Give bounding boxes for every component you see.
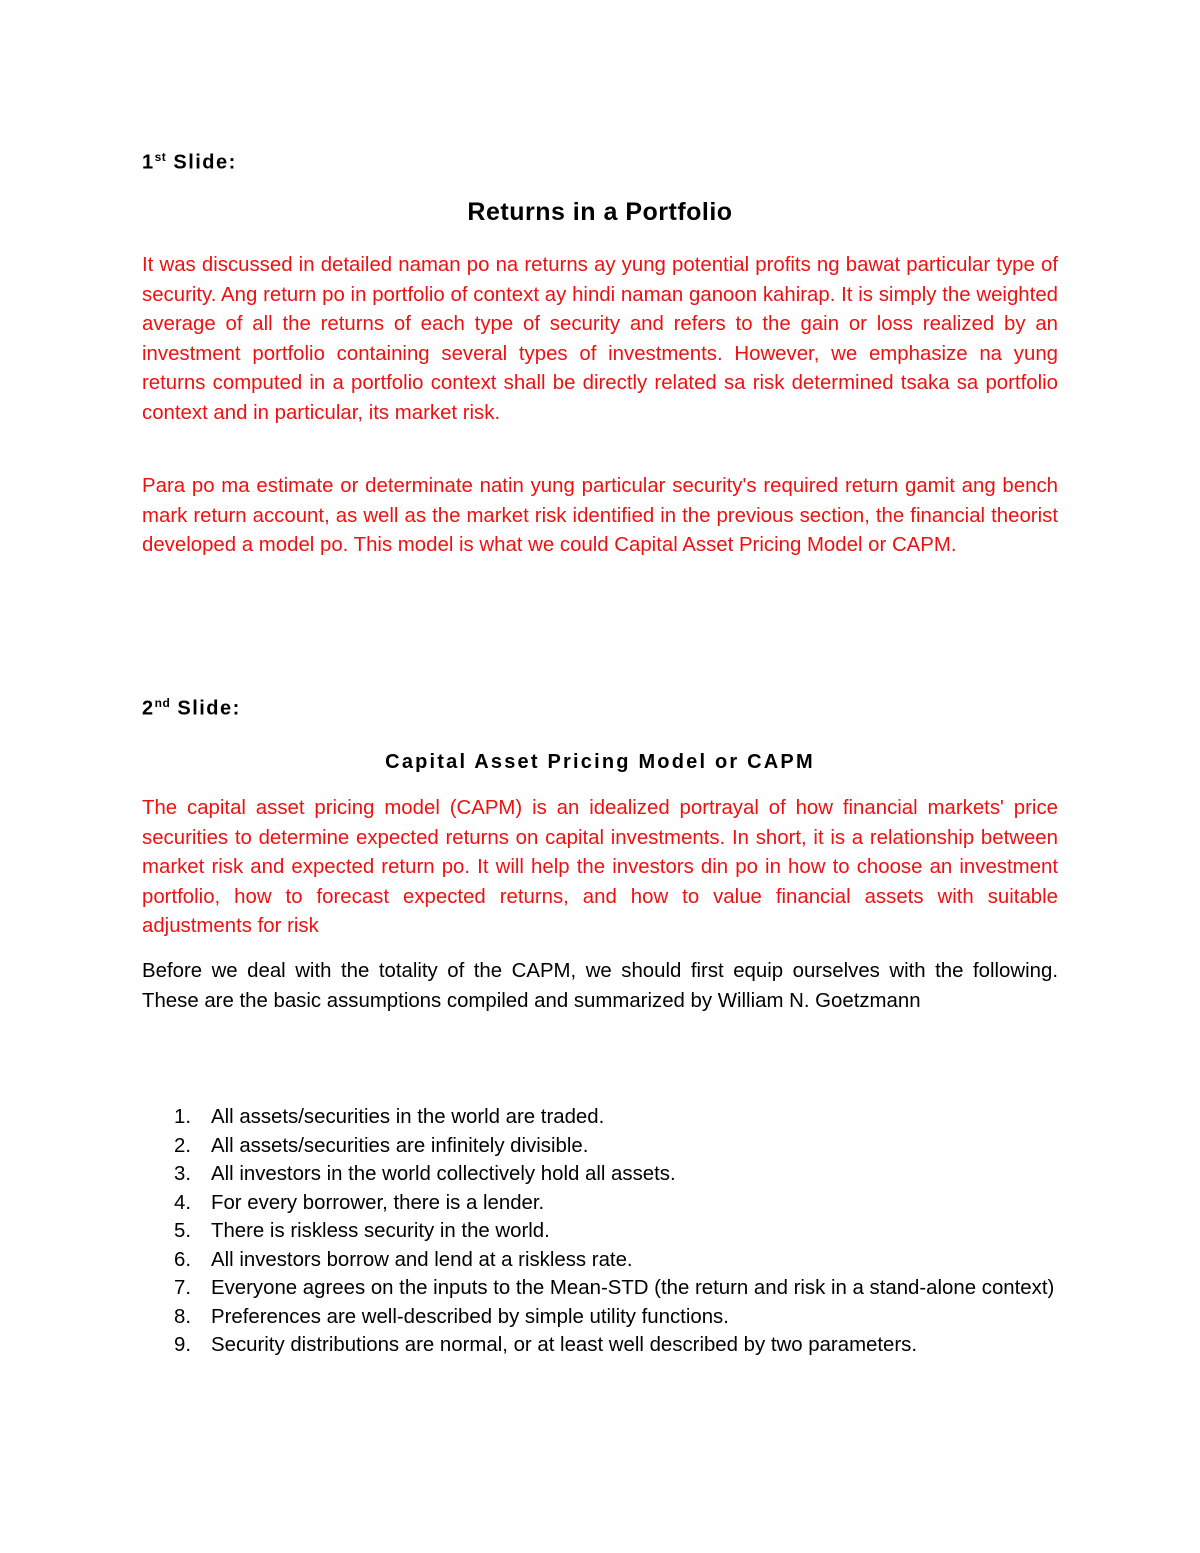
list-item-number: 1. [174, 1106, 192, 1128]
list-item [142, 1160, 1058, 1189]
list-item-text: All investors borrow and lend at a riskless rate. [211, 1248, 633, 1271]
slide-2-title: Capital Asset Pricing Model or CAPM [385, 751, 815, 773]
list-item [142, 1132, 1058, 1161]
list-item [142, 1303, 1058, 1332]
list-item-text: Everyone agrees on the inputs to the Mean-STD (the return and risk in a stand-alone context) [211, 1277, 1055, 1299]
list-item-number: 3. [174, 1163, 192, 1185]
slide-1-paragraph-2: Para po ma estimate or determinate natin yung particular security's required return gamit ang bench mark return account, as well as the market risk identified in the previous section, the financial theorist developed a model po. This model is what we could Capital Asset Pricing Model or CAPM. [142, 475, 1058, 556]
list-item-number: 7. [174, 1277, 192, 1299]
list-item [142, 1103, 1058, 1132]
list-item-number: 6. [174, 1248, 192, 1271]
slide-2-paragraph-1: The capital asset pricing model (CAPM) is an idealized portrayal of how financial markets' price securities to determine expected returns on capital investments. In short, it is a relationship between market risk and expected return po. It will help the investors din po in how to choose an investment portfolio, how to forecast expected returns, and how to value financial assets with suitable adjustments for risk [142, 797, 1058, 937]
list-item-number: 2. [174, 1134, 192, 1157]
list-item [142, 1246, 1058, 1275]
list-item-text: For every borrower, there is a lender. [211, 1191, 545, 1214]
slide-2-heading-label: Slide: [170, 697, 241, 720]
slide-2-heading-number: 2 [142, 697, 155, 720]
slide-1-heading-ordinal: st [154, 150, 167, 164]
list-item-number: 9. [174, 1334, 192, 1356]
slide-2-heading-ordinal: nd [154, 696, 171, 710]
list-item-number: 5. [174, 1220, 192, 1242]
assumptions-list [142, 1103, 1058, 1360]
list-item-number: 4. [174, 1191, 192, 1214]
slide-1-paragraph-1: It was discussed in detailed naman po na returns ay yung potential profits ng bawat particular type of security. Ang return po in portfolio of context ay hindi naman ganoon kahirap. It is simply the weighted average of all the returns of each type of security and refers to the gain or loss realized by an investment portfolio containing several types of investments. However, we emphasize na yung returns computed in a portfolio context shall be directly related sa risk determined tsaka sa portfolio context and in particular, its market risk. [142, 254, 1058, 424]
slide-1-heading-number: 1 [142, 151, 155, 174]
slide-2-paragraph-2: Before we deal with the totality of the CAPM, we should first equip ourselves with the following. These are the basic assumptions compiled and summarized by William N. Goetzmann [142, 960, 1058, 1012]
slide-1-heading-label: Slide: [166, 151, 237, 174]
list-item-text: Security distributions are normal, or at least well described by two parameters. [211, 1334, 918, 1356]
list-item [142, 1189, 1058, 1218]
slide-2-heading [142, 696, 241, 721]
list-item-text: All investors in the world collectively hold all assets. [211, 1163, 676, 1185]
list-item [142, 1274, 1058, 1303]
list-item [142, 1331, 1058, 1360]
slide-1-title: Returns in a Portfolio [467, 198, 733, 226]
list-item-text: All assets/securities in the world are traded. [211, 1106, 605, 1128]
slide-1-heading [142, 150, 237, 175]
list-item-text: There is riskless security in the world. [211, 1220, 550, 1242]
list-item-text: Preferences are well-described by simple utility functions. [211, 1305, 729, 1328]
list-item [142, 1217, 1058, 1246]
list-item-text: All assets/securities are infinitely divisible. [211, 1134, 589, 1157]
list-item-number: 8. [174, 1305, 192, 1328]
